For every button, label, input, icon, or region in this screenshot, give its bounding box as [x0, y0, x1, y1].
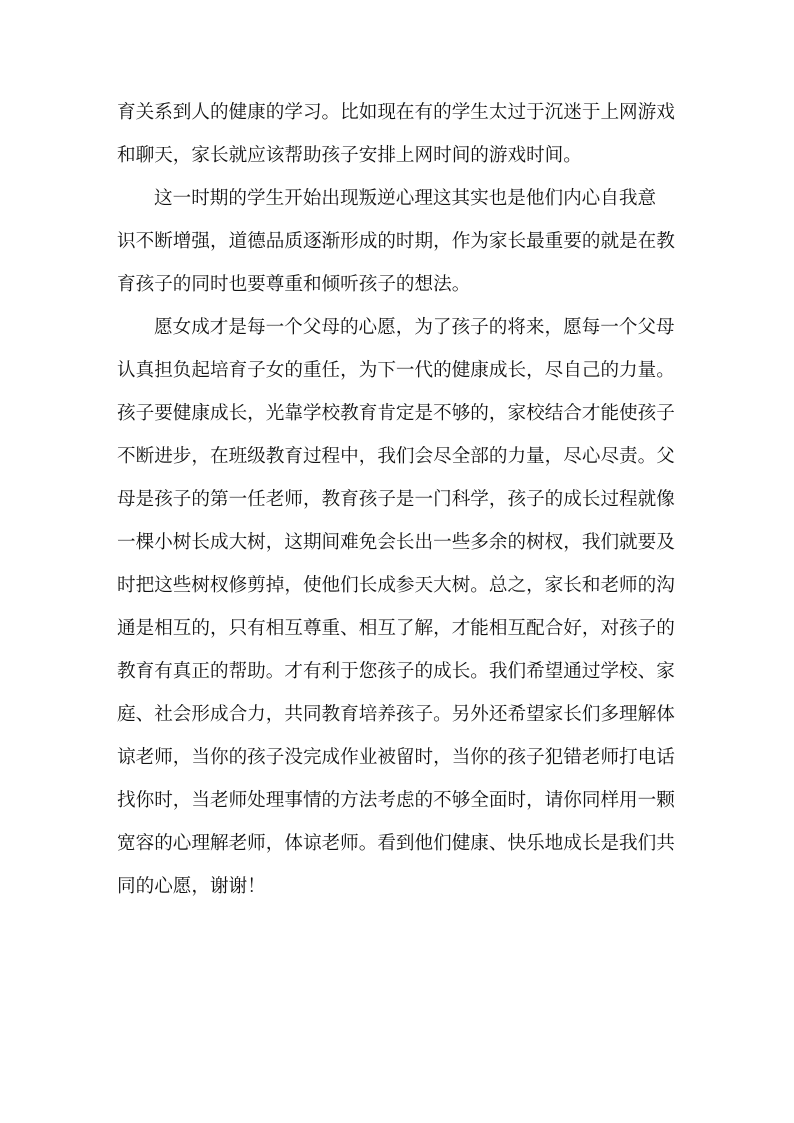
text-line: 育孩子的同时也要尊重和倾听孩子的想法。	[117, 274, 471, 295]
text-line: 育关系到人的健康的学习。比如现在有的学生太过于沉迷于上网游戏	[117, 102, 675, 123]
text-line: 和聊天，家长就应该帮助孩子安排上网时间的游戏时间。	[117, 145, 582, 166]
text-line: 找你时，当老师处理事情的方法考虑的不够全面时，请你同样用一颗	[117, 790, 675, 811]
text-line: 谅老师，当你的孩子没完成作业被留时，当你的孩子犯错老师打电话	[117, 747, 675, 768]
text-line: 识不断增强，道德品质逐渐形成的时期，作为家长最重要的就是在教	[117, 231, 675, 252]
text-line: 时把这些树杈修剪掉，使他们长成参天大树。总之，家长和老师的沟	[117, 575, 675, 596]
text-line: 孩子要健康成长，光靠学校教育肯定是不够的，家校结合才能使孩子	[117, 403, 675, 424]
paragraph-start-line: 愿女成才是每一个父母的心愿，为了孩子的将来，愿每一个父母	[154, 317, 675, 338]
paragraph-start-line: 这一时期的学生开始出现叛逆心理这其实也是他们内心自我意	[154, 188, 657, 209]
text-line: 庭、社会形成合力，共同教育培养孩子。另外还希望家长们多理解体	[117, 704, 675, 725]
text-line: 宽容的心理解老师，体谅老师。看到他们健康、快乐地成长是我们共	[117, 833, 675, 854]
text-line: 通是相互的，只有相互尊重、相互了解，才能相互配合好，对孩子的	[117, 618, 675, 639]
text-line: 同的心愿，谢谢！	[117, 876, 266, 897]
text-line: 一棵小树长成大树，这期间难免会长出一些多余的树杈，我们就要及	[117, 532, 675, 553]
text-line: 不断进步，在班级教育过程中，我们会尽全部的力量，尽心尽责。父	[117, 446, 675, 467]
text-line: 母是孩子的第一任老师，教育孩子是一门科学，孩子的成长过程就像	[117, 489, 675, 510]
text-line: 认真担负起培育子女的重任，为下一代的健康成长，尽自己的力量。	[117, 360, 675, 381]
text-line: 教育有真正的帮助。才有利于您孩子的成长。我们希望通过学校、家	[117, 661, 675, 682]
